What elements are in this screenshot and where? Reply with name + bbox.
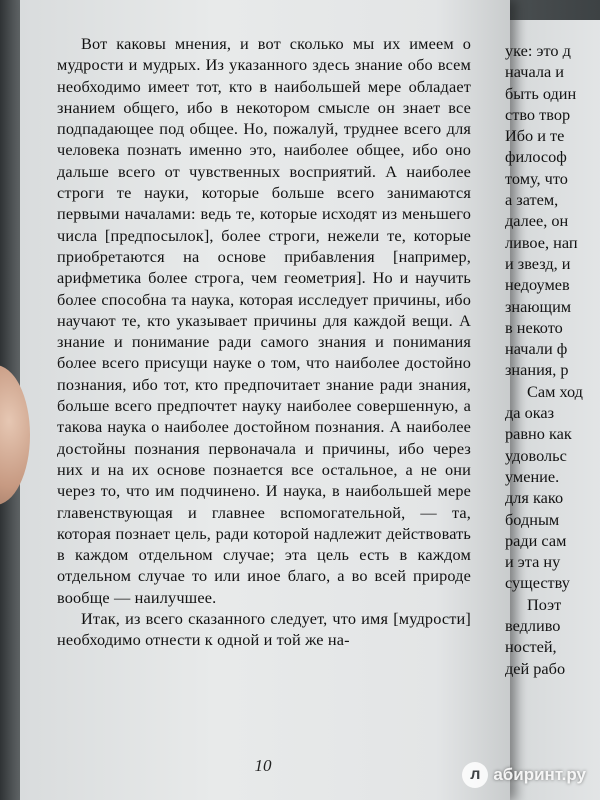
text-line: начала и [505, 62, 564, 82]
text-line: знания, р [505, 360, 569, 380]
text-line: умение. [505, 466, 560, 486]
paragraph: Итак, из всего сказанного следует, что имя [мудрости] необходимо отнести к одной и той же на- [57, 609, 471, 650]
watermark [462, 762, 586, 788]
text-line: быть один [505, 83, 577, 103]
text-line: в некото [505, 317, 563, 337]
text-line: ливое, нап [505, 232, 578, 252]
text-line: ностей, [505, 637, 557, 657]
text-line: уке: это д [505, 41, 571, 60]
text-line: равно как [505, 424, 572, 444]
text-line: знающим [505, 296, 572, 316]
text-line: Поэт [527, 594, 562, 614]
page-number: 10 [254, 756, 272, 775]
text-line: ведливо [505, 616, 561, 636]
text-line: ство твор [505, 104, 571, 124]
text-line: далее, он [505, 211, 569, 231]
text-line: недоумев [505, 275, 570, 295]
text-line: бодным [505, 509, 560, 529]
text-line: тому, что [505, 168, 568, 188]
text-line: начали ф [505, 339, 568, 359]
text-line: ради сам [505, 530, 567, 550]
left-page-text [57, 33, 471, 651]
text-line: для како [505, 488, 564, 508]
text-line: и эта ну [505, 552, 561, 572]
text-line: Ибо и те [505, 126, 565, 146]
text-line: да оказ [505, 403, 555, 423]
text-line: удовольс [505, 445, 567, 465]
labirint-logo-icon: л [462, 762, 488, 788]
right-page-text [505, 40, 600, 679]
text-line: и звезд, и [505, 253, 571, 273]
watermark-text: абиринт.ру [493, 765, 586, 784]
text-line: Сам ход [527, 381, 583, 401]
paragraph: Вот каковы мнения, и вот сколько мы их имеем о мудрости и мудрых. Из указанного здесь знание обо всем необходимо имеет тот, кто в наибольшей мере обладает знанием общего, ибо в некотором смысле он знает все подпадающее под общее. Но, пожалуй, труднее всего для человека познать именно это, наиболее общее, ибо оно дальше всего от чувственных восприятий. А наиболее строги те науки, которые больше всего занимаются первыми началами: ведь те, которые исходят из меньшего числа [предпосылок], более строги, нежели те, которые приобретаются на основе прибавления [например, арифметика более строга, чем геометрия]. Но и научить более способна та наука, которая исследует причины, ибо научают те, кто указывает причины для каждой вещи. А знание и понимание ради самого знания и понимания более всего присущи науке о том, что наиболее достойно познания, ибо тот, кто предпочитает знание ради знания, больше всего предпочтет науку наиболее совершенную, а такова наука о наиболее достойном познания. А наиболее достойны познания первоначала и причины, ибо через них и на их основе познается все остальное, а не они через то, что им подчинено. И наука, в наибольшей мере главенствующая и главнее вспомогательной, — та, которая познает цель, ради которой надлежит действовать в каждом отдельном случае; эта цель есть в каждом отдельном случае то или иное благо, а во всей природе вообще — наилучшее. [57, 34, 471, 607]
text-line: философ [505, 147, 567, 167]
text-line: существу [505, 573, 570, 593]
text-line: а затем, [505, 190, 559, 210]
text-line: дей рабо [505, 658, 566, 678]
